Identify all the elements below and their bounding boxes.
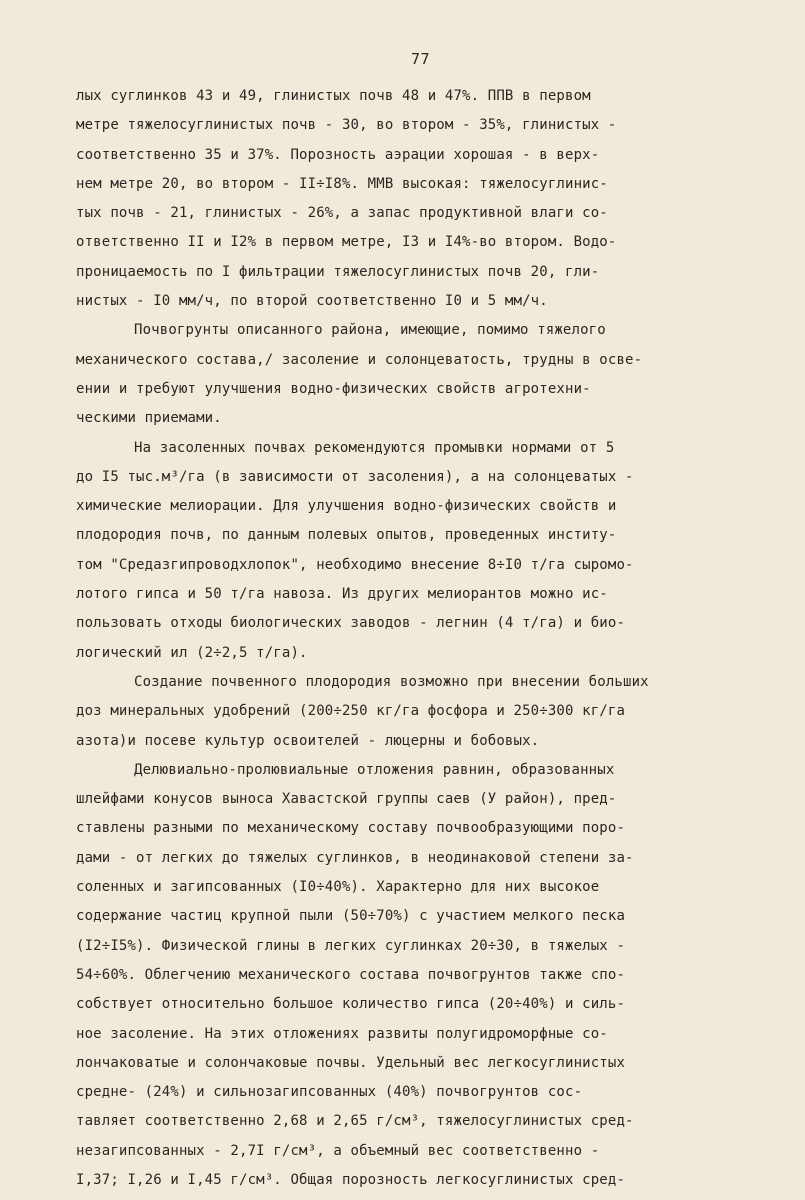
text-line: пользовать отходы биологических заводов - легнин (4 т/га) и био- (76, 615, 626, 632)
text-line: логический ил (2÷2,5 т/га). (76, 644, 308, 661)
text-line: (I2÷I5%). Физической глины в легких суглинках 20÷30, в тяжелых - (76, 937, 626, 954)
text-line: том "Средазгипроводхлопок", необходимо внесение 8÷I0 т/га сыромо- (76, 556, 634, 573)
text-line: Почвогрунты описанного района, имеющие, помимо тяжелого (134, 322, 606, 339)
text-line: азота)и посеве культур освоителей - люцерны и бобовых. (76, 732, 540, 749)
text-line: шлейфами конусов выноса Хавастской группы саев (У район), пред- (76, 791, 617, 808)
text-line: соответственно 35 и 37%. Порозность аэрации хорошая - в верх- (76, 146, 600, 163)
text-line: лых суглинков 43 и 49, глинистых почв 48 и 47%. ППВ в первом (76, 88, 591, 104)
text-line: Создание почвенного плодородия возможно при внесении больших (134, 673, 649, 690)
text-line: ставлены разными по механическому составу почвообразующими поро- (76, 820, 626, 837)
text-line: ении и требуют улучшения водно-физических свойств агротехни- (76, 380, 591, 397)
page-number: 77 (410, 50, 431, 68)
text-line: метре тяжелосуглинистых почв - 30, во втором - 35%, глинистых - (76, 117, 617, 134)
text-line: нем метре 20, во втором - II÷I8%. ММВ высокая: тяжелосуглинис- (76, 175, 608, 192)
text-line: Делювиально-пролювиальные отложения равнин, образованных (134, 761, 615, 778)
text-line: нистых - I0 мм/ч, по второй соответственно I0 и 5 мм/ч. (76, 293, 548, 310)
text-line: собствует относительно большое количество гипса (20÷40%) и силь- (76, 996, 626, 1013)
text-line: соленных и загипсованных (I0÷40%). Характерно для них высокое (76, 879, 600, 896)
text-line: лончаковатые и солончаковые почвы. Удельный вес легкосуглинистых (76, 1054, 626, 1071)
text-line: 54÷60%. Облегчению механического состава почвогрунтов также спо- (76, 966, 626, 983)
text-line: I,37; I,26 и I,45 г/см³. Общая порозность легкосуглинистых сред- (76, 1171, 626, 1188)
text-line: химические мелиорации. Для улучшения водно-физических свойств и (76, 498, 617, 515)
text-line: тавляет соответственно 2,68 и 2,65 г/см³, тяжелосуглинистых сред- (76, 1113, 634, 1130)
text-line: дами - от легких до тяжелых суглинков, в неодинаковой степени за- (76, 849, 634, 866)
text-body (76, 82, 745, 1195)
text-line: На засоленных почвах рекомендуются промывки нормами от 5 (134, 439, 615, 456)
text-line: незагипсованных - 2,7I г/см³, а объемный вес соответственно - (76, 1142, 600, 1159)
text-line: до I5 тыс.м³/га (в зависимости от засоления), а на солонцеватых - (76, 468, 634, 485)
text-line: содержание частиц крупной пыли (50÷70%) с участием мелкого песка (76, 908, 626, 925)
text-line: доз минеральных удобрений (200÷250 кг/га фосфора и 250÷300 кг/га (76, 703, 626, 720)
text-line: ное засоление. На этих отложениях развиты полугидроморфные со- (76, 1025, 608, 1042)
text-line: тых почв - 21, глинистых - 26%, а запас продуктивной влаги со- (76, 205, 608, 222)
text-line: ответственно II и I2% в первом метре, I3 и I4%-во втором. Водо- (76, 234, 617, 251)
text-line: механического состава,/ засоление и солонцеватость, трудны в осве- (76, 351, 643, 368)
text-line: проницаемость по I фильтрации тяжелосуглинистых почв 20, гли- (76, 263, 600, 280)
text-line: плодородия почв, по данным полевых опытов, проведенных институ- (76, 527, 617, 544)
text-line: средне- (24%) и сильнозагипсованных (40%) почвогрунтов сос- (76, 1084, 583, 1101)
text-line: лотого гипса и 50 т/га навоза. Из других мелиорантов можно ис- (76, 586, 608, 603)
text-line: ческими приемами. (76, 410, 222, 427)
